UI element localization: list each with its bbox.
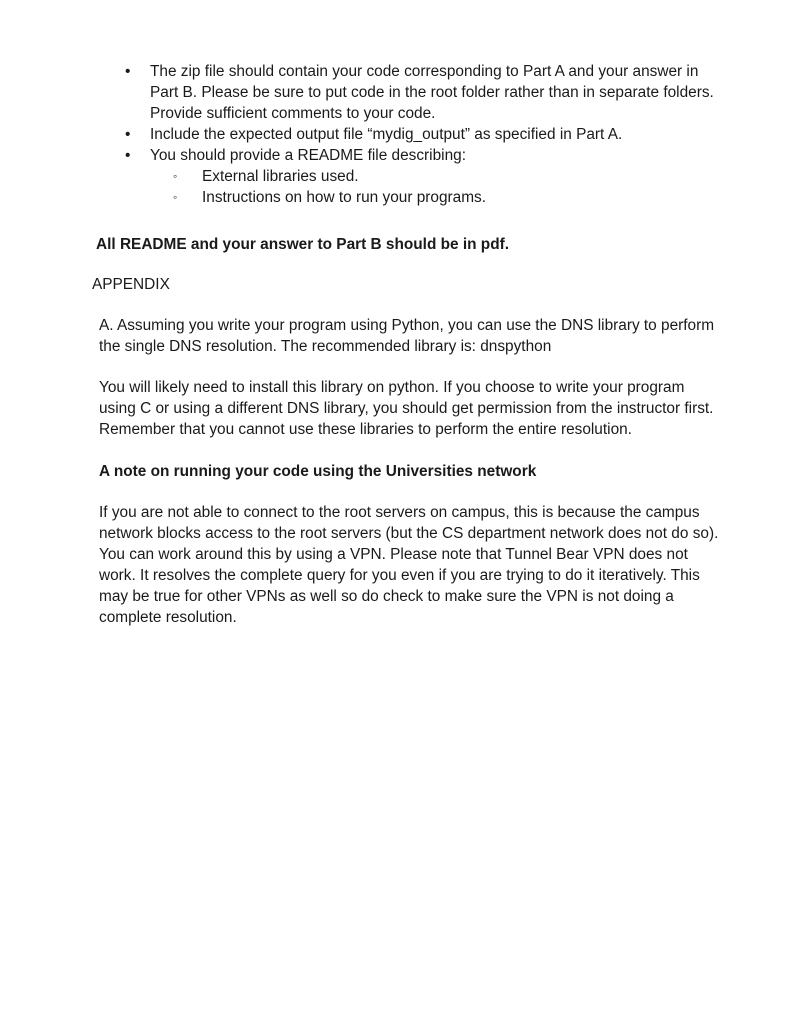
network-note-heading: A note on running your code using the Universities network <box>99 463 537 480</box>
sub-list-item-text: External libraries used. <box>202 168 359 185</box>
list-item-text: You should provide a README file describing: <box>150 147 466 164</box>
appendix-a-paragraph: A. Assuming you write your program using Python, you can use the DNS library to perform the single DNS resolution. The recommended library is: dnspython <box>99 317 715 355</box>
sub-list-item <box>122 187 722 208</box>
bullet-icon: • <box>125 63 131 80</box>
bullet-icon: • <box>125 126 131 143</box>
sub-list-item <box>122 166 722 187</box>
list-item <box>122 145 722 208</box>
bullet-icon: • <box>125 147 131 164</box>
readme-format-note: All README and your answer to Part B should be in pdf. <box>96 236 510 253</box>
network-note-paragraph: If you are not able to connect to the root servers on campus, this is because the campus network blocks access to the root servers (but the CS department network does not do so). You can work around this by using a VPN. Please note that Tunnel Bear VPN does not work. It resolves the complete query for you even if you are trying to do it iteratively. This may be true for other VPNs as well so do check to make sure the VPN is not doing a complete resolution. <box>99 504 719 626</box>
requirements-list <box>122 61 722 208</box>
sub-list-item-text: Instructions on how to run your programs. <box>202 189 487 206</box>
readme-sub-list <box>150 166 722 208</box>
list-item-text: The zip file should contain your code corresponding to Part A and your answer in Part B. Please be sure to put code in the root folder rather than in separate folders. Provide sufficient comments to your code. <box>150 63 714 122</box>
list-item <box>122 61 722 124</box>
hollow-bullet-icon: ◦ <box>173 190 178 204</box>
list-item <box>122 124 722 145</box>
appendix-heading: APPENDIX <box>92 276 170 293</box>
hollow-bullet-icon: ◦ <box>173 169 178 183</box>
install-paragraph: You will likely need to install this library on python. If you choose to write your program using C or using a different DNS library, you should get permission from the instructor first. Remember that you cannot use these libraries to perform the entire resolution. <box>99 379 714 438</box>
list-item-text: Include the expected output file “mydig_output” as specified in Part A. <box>150 126 623 143</box>
